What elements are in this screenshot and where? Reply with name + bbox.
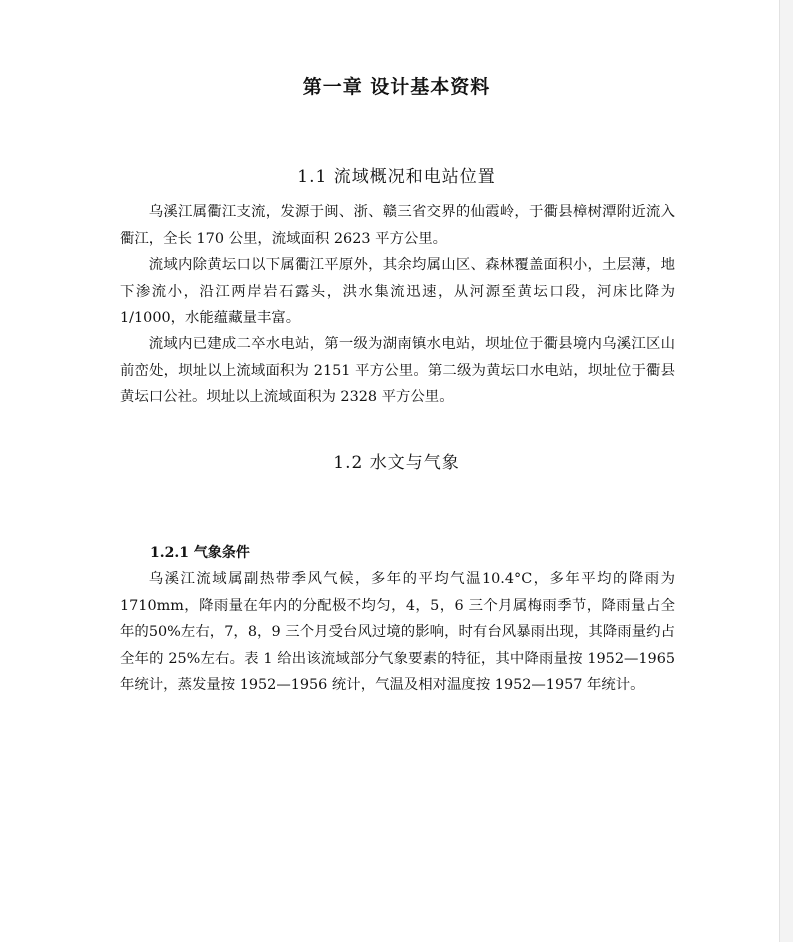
paragraph: 乌溪江属衢江支流，发源于闽、浙、赣三省交界的仙霞岭，于衢县樟树潭附近流入衢江，全长 170 公里，流域面积 2623 平方公里。 [120,204,675,247]
section-heading-1-2: 1.2 水文与气象 [333,453,460,473]
section-heading-1-1: 1.1 流域概况和电站位置 [297,167,496,187]
paragraph: 流域内已建成二卒水电站，第一级为湖南镇水电站，坝址位于衢县境内乌溪江区山前峦处，坝址以上流域面积为 2151 平方公里。第二级为黄坛口水电站，坝址位于衢县黄坛口公社。坝址以上流域面积为 2328 平方公里。 [120,336,675,405]
page-edge [779,0,793,942]
subsection-heading-1-2-1: 1.2.1 气象条件 [150,545,250,561]
chapter-title: 第一章 设计基本资料 [302,76,491,98]
paragraph: 乌溪江流域属副热带季风气候，多年的平均气温10.4°C，多年平均的降雨为1710mm，降雨量在年内的分配极不均匀，4，5，6 三个月属梅雨季节，降雨量占全年的50%左右，7，8，9 三个月受台风过境的影响，时有台风暴雨出现，其降雨量约占全年的 25%左右。表 1 给出该流域部分气象要素的特征，其中降雨量按 1952—1965 年统计，蒸发量按 1952—1956 统计，气温及相对温度按 1952—1957 年统计。 [120,571,675,693]
paragraph: 流域内除黄坛口以下属衢江平原外，其余均属山区、森林覆盖面积小，土层薄，地下渗流小，沿江两岸岩石露头，洪水集流迅速，从河源至黄坛口段，河床比降为 1/1000，水能蕴藏量丰富。 [120,257,675,326]
